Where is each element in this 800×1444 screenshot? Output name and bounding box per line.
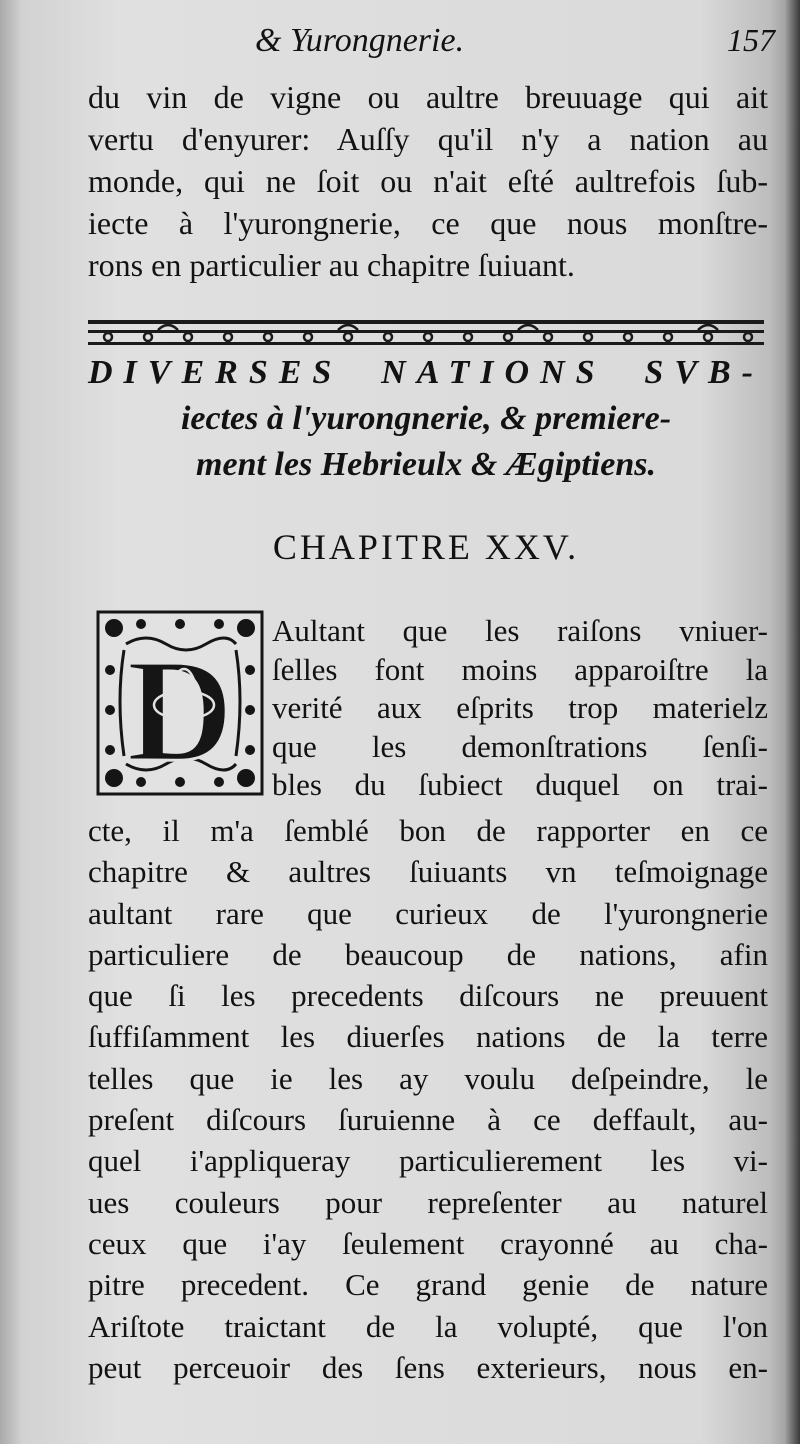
text-line: Ariſtote traictant de la volupté, que l'on [88, 1308, 768, 1344]
heading-line-2: iectes à l'yurongnerie, & premiere- [180, 400, 672, 437]
text-line: monde, qui ne ſoit ou n'ait eſté aultrefois ſub- [88, 163, 768, 199]
text-line: quel i'appliqueray particulierement les vi- [88, 1143, 768, 1179]
text-line: peut perceuoir des ſens exterieurs, nous en- [88, 1349, 768, 1385]
page-number: 157 [727, 22, 775, 58]
text-line: ſelles font moins apparoiſtre la [272, 651, 768, 687]
text-line: Aultant que les raiſons vniuer- [272, 613, 768, 648]
page-gutter-shadow [786, 0, 800, 1444]
text-line: ſuffiſamment les diuerſes nations de la terre [88, 1019, 768, 1055]
opening-paragraph [88, 76, 768, 286]
text-line: chapitre & aultres ſuiuants vn teſmoignage [88, 854, 768, 890]
text-line: aultant rare que curieux de l'yurongnerie [88, 895, 768, 931]
text-line: telles que ie les ay voulu deſpeindre, le [88, 1060, 768, 1096]
running-head-title: & Yurongnerie. [255, 22, 465, 59]
text-line: que ſi les precedents diſcours ne preuuent [88, 978, 768, 1014]
text-line: bles du ſubiect duquel on trai- [272, 767, 768, 802]
text-line: rons en particulier au chapitre ſuiuant. [88, 247, 575, 283]
text-line: vertu d'enyurer: Auſſy qu'il n'y a nation au [88, 121, 768, 157]
decorated-initial [96, 610, 264, 796]
text-line: du vin de vigne ou aultre breuuage qui ait [88, 79, 768, 115]
text-line: preſent diſcours ſuruienne à ce deffault, au- [88, 1102, 768, 1138]
text-line: ceux que i'ay ſeulement crayonné au cha- [88, 1225, 768, 1261]
text-line: iecte à l'yurongnerie, ce que nous monſtre- [88, 205, 768, 241]
text-line: ues couleurs pour repreſenter au naturel [88, 1184, 768, 1220]
heading-line-3: ment les Hebrieulx & Ægiptiens. [196, 446, 656, 483]
text-line: que les demonſtrations ſenſi- [272, 728, 768, 764]
running-head [255, 22, 775, 68]
ornamental-rule [88, 318, 764, 348]
heading-line-1: DIVERSES NATIONS SVB- [88, 354, 764, 391]
chapter-number: CHAPITRE XXV. [272, 527, 580, 567]
text-line: pitre precedent. Ce grand genie de nature [88, 1267, 768, 1303]
body-paragraph [88, 810, 768, 1388]
chapter-heading [88, 350, 764, 488]
text-line: cte, il m'a ſemblé bon de rapporter en ce [88, 813, 768, 848]
text-line: particuliere de beaucoup de nations, afin [88, 936, 768, 972]
drop-cap-letter: D [126, 629, 234, 793]
text-line: verité aux eſprits trop materielz [272, 690, 768, 725]
drop-cap-lines [272, 612, 768, 805]
